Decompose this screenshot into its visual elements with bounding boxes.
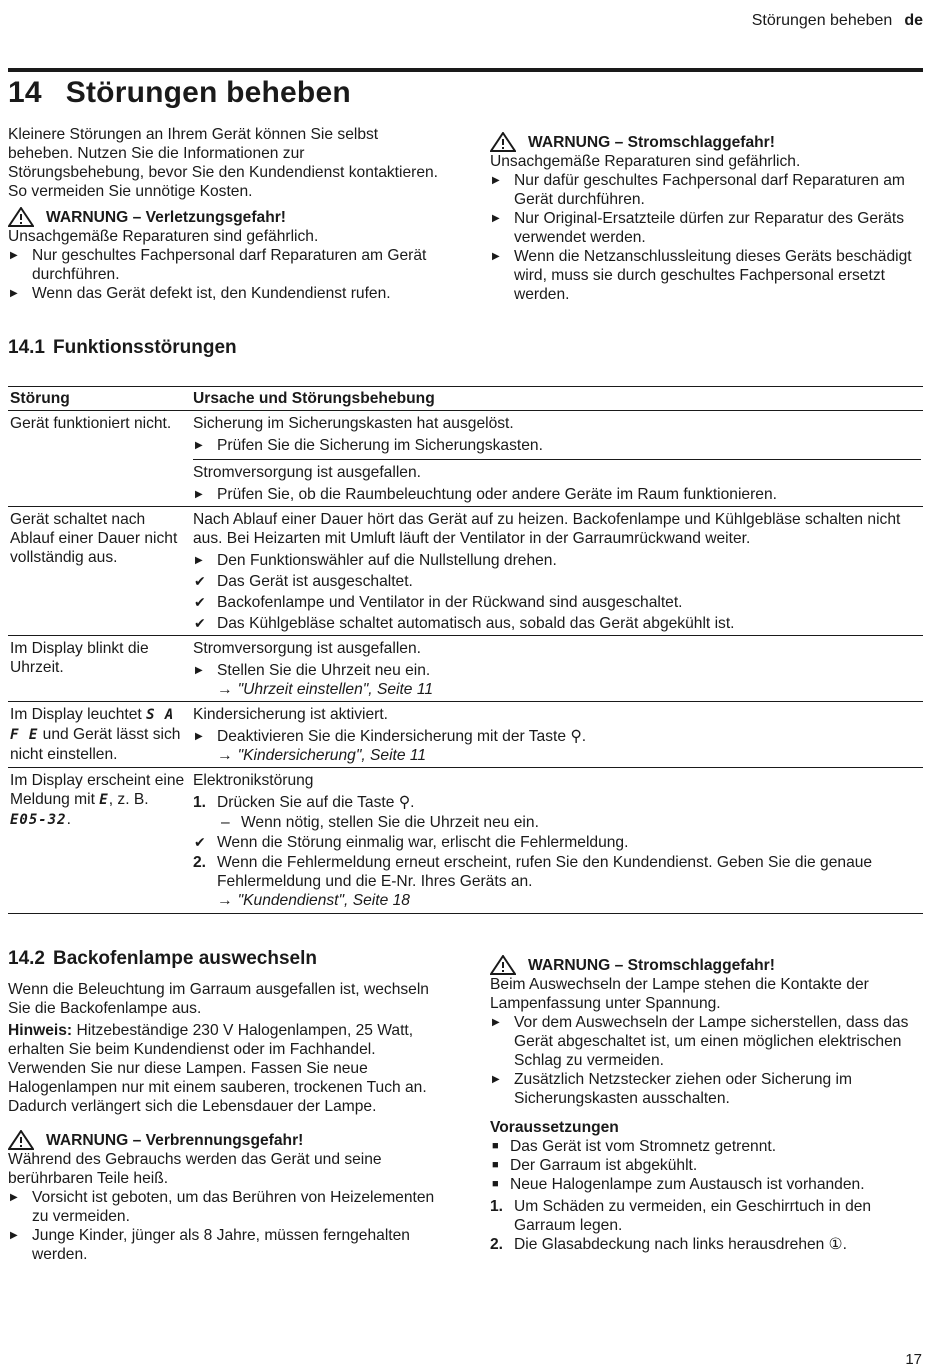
lamp-right-column: [490, 955, 922, 1254]
list-item: ▶ Nur geschultes Fachpersonal darf Reparaturen am Gerät durchführen.: [10, 247, 427, 283]
intro-text: Kleinere Störungen an Ihrem Gerät können Sie selbst beheben. Nutzen Sie die Informationen zur Störungsbehebung, bevor Sie den Kundendienst kontaktieren. So vermeiden Sie unnötige Kosten.: [8, 126, 439, 200]
fault-cell: Im Display erscheint eine Meldung mit E, z. B. E05-32.: [8, 768, 191, 914]
warning-triangle-icon: [8, 1130, 34, 1150]
header-language: de: [904, 12, 923, 29]
list-item: ▶ Vorsicht ist geboten, um das Berühren von Heizelementen zu vermeiden.: [10, 1189, 435, 1225]
fault-cell: Gerät schaltet nach Ablauf einer Dauer nicht vollständig aus.: [8, 507, 191, 636]
fault-cell: Gerät funktioniert nicht.: [8, 411, 191, 507]
list-item: ▶ Wenn die Netzanschlussleitung dieses Geräts beschädigt wird, muss sie durch geschultes Fachpersonal ersetzt werden.: [492, 248, 912, 303]
display-code: E05-32: [10, 812, 67, 828]
page-number: 17: [905, 1351, 922, 1368]
warning-title: WARNUNG – Verletzungsgefahr!: [46, 208, 287, 226]
step-item: 1. Um Schäden zu vermeiden, ein Geschirrtuch in den Garraum legen.: [490, 1198, 872, 1234]
intro-column: [8, 125, 448, 303]
header-rule: [8, 68, 923, 72]
lamp-left-column: [8, 980, 448, 1264]
warning-injury: [8, 207, 448, 227]
warning-text: Unsachgemäße Reparaturen sind gefährlich.: [8, 228, 319, 245]
cause-cell: Nach Ablauf einer Dauer hört das Gerät auf zu heizen. Backofenlampe und Kühlgebläse schalten nicht aus. Bei Heizarten mit Umluft läuft der Ventilator in der Garraumrückwand weiter. ▶ Den Funktionswähler auf die Nullstellung drehen. ✔ Das Gerät ist ausgeschaltet. ✔ Backofenlampe und Ventilator in der Rückwand sind ausgeschaltet. ✔ Das Kühlgebläse schaltet automatisch aus, sobald das Gerät abgekühlt ist.: [191, 507, 923, 636]
list-item: ■ Das Gerät ist vom Stromnetz getrennt.: [492, 1138, 777, 1155]
column-header-cause: Ursache und Störungsbehebung: [191, 387, 923, 411]
list-item: ■ Der Garraum ist abgekühlt.: [492, 1157, 698, 1174]
display-code: S A F E: [10, 707, 175, 743]
list-item: ■ Neue Halogenlampe zum Austausch ist vorhanden.: [492, 1176, 865, 1193]
list-item: ▶ Nur Original-Ersatzteile dürfen zur Reparatur des Geräts verwendet werden.: [492, 210, 905, 246]
warning-triangle-icon: [490, 955, 516, 975]
cross-reference[interactable]: "Kundendienst", Seite 18: [237, 892, 410, 909]
header-section: Störungen beheben: [751, 12, 893, 29]
cross-reference[interactable]: "Uhrzeit einstellen", Seite 11: [237, 681, 434, 698]
warning-title: WARNUNG – Stromschlaggefahr!: [528, 956, 775, 974]
lamp-intro: Wenn die Beleuchtung im Garraum ausgefallen ist, wechseln Sie die Backofenlampe aus.: [8, 981, 429, 1017]
cause-cell: Stromversorgung ist ausgefallen. ▶ Stellen Sie die Uhrzeit neu ein. → "Uhrzeit einstellen", Seite 11: [191, 636, 923, 702]
table-row: [8, 768, 923, 914]
warning-text: Unsachgemäße Reparaturen sind gefährlich.: [490, 153, 801, 170]
cause-cell: Kindersicherung ist aktiviert. ▶ Deaktivieren Sie die Kindersicherung mit der Taste ⚲. → "Kindersicherung", Seite 11: [191, 702, 923, 768]
fault-table: [8, 386, 923, 914]
warning-text: Während des Gebrauchs werden das Gerät und seine berührbaren Teile heiß.: [8, 1151, 382, 1187]
warning-electric: [490, 132, 922, 152]
column-header-fault: Störung: [8, 387, 191, 411]
cause-cell: Elektronikstörung 1. Drücken Sie auf die Taste ⚲. – Wenn nötig, stellen Sie die Uhrzeit neu ein. ✔ Wenn die Störung einmalig war, erlischt die Fehlermeldung. 2. Wenn die Fehlermeldung erneut erscheint, rufen Sie den Kundendienst. Geben Sie die genaue Fehlermeldung und die E-Nr. Ihres Geräts an. → "Kundendienst", Seite 18: [191, 768, 923, 914]
table-row: [8, 702, 923, 768]
list-item: ▶ Zusätzlich Netzstecker ziehen oder Sicherung im Sicherungskasten ausschalten.: [492, 1071, 853, 1107]
cause-cell: Sicherung im Sicherungskasten hat ausgelöst. ▶ Prüfen Sie die Sicherung im Sicherungskasten. Stromversorgung ist ausgefallen. ▶ Prüfen Sie, ob die Raumbeleuchtung oder andere Geräte im Raum funktionieren.: [191, 411, 923, 507]
note: Hinweis: Hitzebeständige 230 V Halogenlampen, 25 Watt, erhalten Sie beim Kundendienst oder im Fachhandel. Verwenden Sie nur diese Lampen. Fassen Sie neue Halogenlampen nur mit einem sauberen, trockenen Tuch an. Dadurch verlängert sich die Lebensdauer der Lampe.: [8, 1022, 427, 1115]
table-row: [8, 507, 923, 636]
display-code: E: [99, 792, 109, 808]
warning-triangle-icon: [490, 132, 516, 152]
table-row: [8, 411, 923, 507]
list-item: ▶ Junge Kinder, jünger als 8 Jahre, müssen ferngehalten werden.: [10, 1227, 410, 1263]
warning-electric-column: [490, 132, 922, 304]
warning-electric-lamp: [490, 955, 922, 975]
section-title-14-1: 14.1 Funktionsstörungen: [8, 337, 237, 358]
warning-text: Beim Auswechseln der Lampe stehen die Kontakte der Lampenfassung unter Spannung.: [490, 976, 869, 1012]
table-row: [8, 636, 923, 702]
list-item: ▶ Nur dafür geschultes Fachpersonal darf Reparaturen am Gerät durchführen.: [492, 172, 905, 208]
section-title-14-2: 14.2 Backofenlampe auswechseln: [8, 948, 317, 969]
step-item: 2. Die Glasabdeckung nach links herausdrehen ①.: [490, 1236, 847, 1253]
fault-cell: Im Display blinkt die Uhrzeit.: [8, 636, 191, 702]
warning-triangle-icon: [8, 207, 34, 227]
warning-burn: [8, 1130, 448, 1150]
warning-title: WARNUNG – Verbrennungsgefahr!: [46, 1131, 304, 1149]
prerequisites-title: Voraussetzungen: [490, 1119, 619, 1136]
running-header: [752, 11, 923, 30]
list-item: ▶ Vor dem Auswechseln der Lampe sicherstellen, dass das Gerät abgeschaltet ist, um einen möglichen elektrischen Schlag zu vermeiden.: [492, 1014, 909, 1069]
list-item: ▶ Wenn das Gerät defekt ist, den Kundendienst rufen.: [10, 285, 391, 302]
fault-cell: Im Display leuchtet S A F E und Gerät lässt sich nicht einstellen.: [8, 702, 191, 768]
cross-reference[interactable]: "Kindersicherung", Seite 11: [237, 747, 427, 764]
chapter-title: 14 Störungen beheben: [8, 76, 351, 109]
warning-title: WARNUNG – Stromschlaggefahr!: [528, 133, 775, 151]
